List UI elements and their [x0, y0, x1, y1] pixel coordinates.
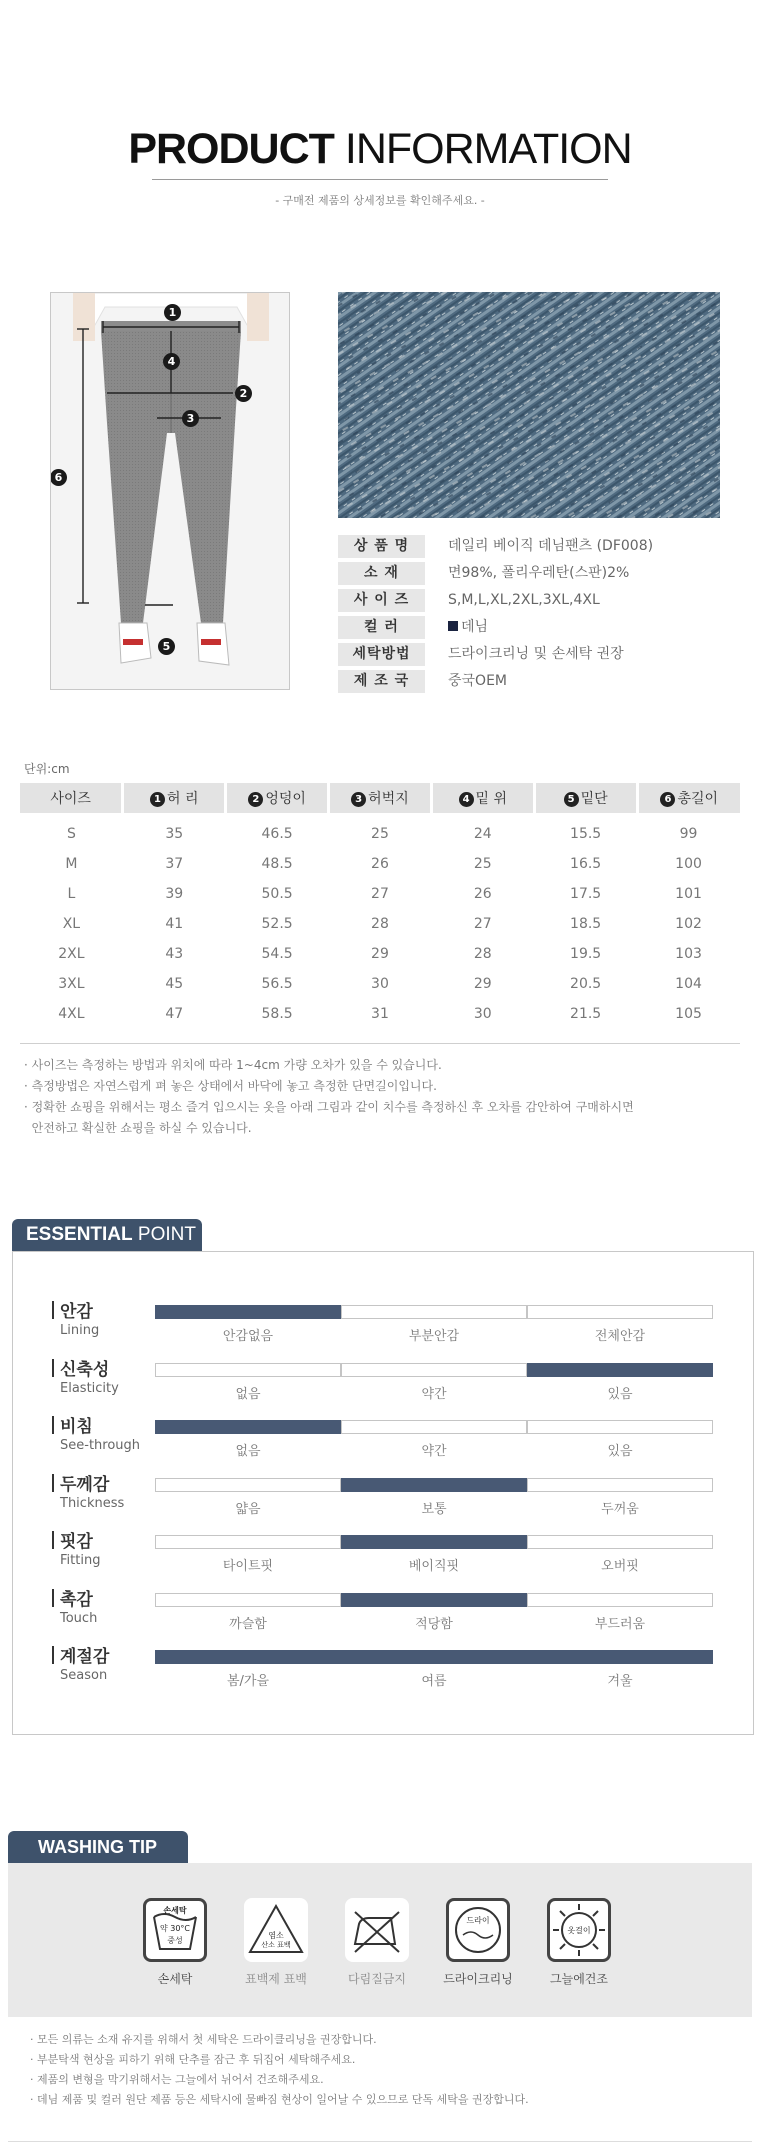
essential-row: [0, 1470, 680, 1528]
header-label: 허 리: [167, 791, 199, 807]
scale-segment: [341, 1593, 527, 1607]
scale-label: 부분안감: [408, 1329, 460, 1344]
scale-label: 봄/가을: [226, 1674, 270, 1689]
hand-wash-icon-temp: 약 30°C: [159, 1924, 191, 1933]
info-value: [448, 616, 488, 639]
wash-label: 손세탁: [157, 1972, 193, 1986]
size-table-cell: 37: [165, 856, 184, 872]
essential-label-en: Season: [60, 1668, 108, 1683]
size-table-cell: 99: [679, 826, 698, 842]
size-note-line: · 정확한 쇼핑을 위해서는 평소 즐겨 입으시는 옷을 아래 그림과 같이 치수를 측정하신 후 오차를 감안하여 구매하시면: [24, 1100, 634, 1114]
essential-row: [0, 1642, 680, 1700]
scale-label: 있음: [607, 1386, 633, 1402]
size-table-cell: 17.5: [570, 886, 602, 902]
wash-label: 드라이크리닝: [443, 1972, 513, 1986]
scale-segment: [341, 1363, 527, 1377]
size-table-cell: 20.5: [570, 976, 602, 992]
essential-label-ko: 핏감: [60, 1532, 93, 1552]
scale-label: 전체안감: [594, 1329, 646, 1344]
washing-note-line: · 데님 제품 및 컬러 원단 제품 등은 세탁시에 물빠짐 현상이 일어날 수 있으므로 단독 세탁을 권장합니다.: [30, 2093, 529, 2106]
wash-item-dry-clean: [438, 1898, 518, 1987]
marker-4: 4: [163, 353, 180, 370]
scale-segment: [341, 1478, 527, 1492]
scale-label: 얇음: [235, 1501, 261, 1517]
size-table-cell: 105: [675, 1006, 702, 1022]
info-label: 사 이 즈: [338, 589, 425, 612]
page-title: [0, 125, 760, 173]
scale-segment: [527, 1593, 713, 1607]
measure-number-badge: 1: [150, 792, 165, 807]
scale-segment: [155, 1535, 341, 1549]
fabric-closeup-image: [338, 292, 720, 518]
size-table-row: [20, 849, 740, 879]
washing-note-line: · 모든 의류는 소재 유지를 위해서 첫 세탁은 드라이클리닝을 권장합니다.: [30, 2033, 377, 2046]
scale-label: 타이트핏: [222, 1559, 274, 1574]
size-table-cell: 25: [473, 856, 492, 872]
info-label: 상 품 명: [338, 535, 425, 558]
title-divider: [152, 179, 608, 180]
row-marker: [52, 1301, 54, 1319]
essential-label-ko: 비침: [60, 1417, 93, 1437]
size-table-cell: 27: [371, 886, 389, 902]
scale-segment: [527, 1535, 713, 1549]
info-row-origin: [338, 667, 720, 694]
scale-segment: [155, 1593, 341, 1607]
wash-label: 표백제 표백: [245, 1972, 307, 1986]
marker-1: 1: [164, 304, 181, 321]
size-table-cell: 26: [473, 886, 492, 902]
essential-row: [0, 1527, 680, 1585]
size-table-cell: 100: [675, 856, 702, 872]
scale-segment: [341, 1535, 527, 1549]
dry-clean-icon: [446, 1898, 510, 1962]
washing-note-line: · 부분탁색 현상을 피하기 위해 단추를 잠근 후 뒤집어 세탁해주세요.: [30, 2053, 356, 2066]
no-tumble-dry-icon: [345, 1898, 409, 1962]
wash-item-shade-dry: [539, 1898, 619, 1987]
scale-label: 부드러움: [594, 1616, 646, 1632]
info-row-size: [338, 586, 720, 613]
scale-label: 보통: [421, 1501, 447, 1517]
size-table-cell: 25: [371, 826, 389, 842]
info-value: 중국OEM: [448, 673, 507, 689]
wash-label: 다림질금지: [348, 1972, 406, 1986]
essential-label-en: Thickness: [60, 1495, 125, 1511]
product-info-table: [338, 532, 720, 694]
info-row-name: [338, 532, 720, 559]
info-value: 면98%, 폴리우레탄(스판)2%: [448, 565, 630, 581]
size-table-cell: 52.5: [261, 916, 293, 932]
bleach-icon-text: 염소: [268, 1931, 284, 1940]
size-table-cell: 27: [473, 916, 492, 932]
scale-label: 적당함: [415, 1616, 453, 1632]
info-label: 세탁방법: [338, 643, 425, 666]
scale-segment: [155, 1650, 341, 1664]
scale-label: 안감없음: [222, 1329, 274, 1344]
washing-tip-tab: WASHING TIP: [8, 1831, 188, 1863]
size-table-header-cell: [20, 783, 123, 813]
essential-label-en: Elasticity: [60, 1380, 119, 1396]
info-row-material: [338, 559, 720, 586]
size-table-cell: 30: [473, 1006, 492, 1022]
marker-5: 5: [158, 638, 175, 655]
scale-label: 까슬함: [229, 1616, 267, 1632]
info-value: 데일리 베이직 데님팬츠 (DF008): [448, 538, 654, 554]
size-notes: [24, 1055, 724, 1139]
header-label: 밑단: [580, 791, 608, 807]
size-table-cell: 15.5: [570, 826, 602, 842]
scale-segment: [527, 1363, 713, 1377]
scale-label: 두꺼움: [601, 1501, 639, 1517]
size-note-line: · 사이즈는 측정하는 방법과 위치에 따라 1~4cm 가량 오차가 있을 수 있습니다.: [24, 1058, 442, 1072]
size-table-cell: M: [65, 856, 78, 872]
essential-tab-light: POINT: [132, 1224, 196, 1245]
essential-label-ko: 두께감: [60, 1474, 110, 1495]
essential-row: [0, 1297, 680, 1355]
essential-row: [0, 1412, 680, 1470]
hand-wash-icon: [143, 1898, 207, 1962]
scale-label: 오버핏: [601, 1559, 639, 1574]
marker-2: 2: [235, 385, 252, 402]
size-table-bottom-line: [20, 1043, 740, 1044]
size-table-header-cell: [123, 783, 226, 813]
essential-label-ko: 계절감: [60, 1647, 110, 1667]
header-label: 사이즈: [50, 791, 91, 807]
size-table-cell: 18.5: [570, 916, 602, 932]
scale-segment: [341, 1650, 527, 1664]
essential-label-en: See-through: [60, 1438, 141, 1453]
size-table-cell: S: [66, 826, 76, 842]
shade-dry-icon-text: 옷걸이: [567, 1926, 591, 1935]
scale-label: 있음: [607, 1444, 633, 1459]
row-marker: [52, 1531, 54, 1549]
scale-segment: [155, 1363, 341, 1377]
size-table-cell: 24: [473, 826, 492, 842]
size-table-cell: 104: [675, 976, 702, 992]
size-table-header-cell: [534, 783, 637, 813]
scale-segment: [341, 1420, 527, 1434]
scale-segment: [527, 1420, 713, 1434]
info-label: 소 재: [338, 562, 425, 585]
size-table-cell: 103: [675, 946, 702, 962]
size-unit-label: 단위:cm: [24, 762, 70, 776]
bleach-icon: [244, 1898, 308, 1962]
row-marker: [52, 1359, 54, 1377]
size-table-cell: 45: [165, 976, 184, 992]
scale-label: 베이직핏: [408, 1559, 460, 1574]
scale-label: 없음: [235, 1444, 261, 1459]
color-name: 데님: [461, 619, 489, 635]
info-value: S,M,L,XL,2XL,3XL,4XL: [448, 592, 600, 608]
row-marker: [52, 1646, 54, 1664]
scale-segment: [527, 1305, 713, 1319]
size-table-cell: 28: [473, 946, 492, 962]
essential-label-en: Touch: [60, 1610, 98, 1626]
row-marker: [52, 1589, 54, 1607]
size-table-header-cell: [431, 783, 534, 813]
size-table-cell: 2XL: [58, 946, 85, 962]
size-table-cell: 21.5: [570, 1006, 602, 1022]
size-table-cell: 35: [165, 826, 184, 842]
washing-box-bottom-line: [8, 2141, 752, 2142]
essential-row: [0, 1585, 680, 1643]
model-measure-image: [50, 292, 290, 690]
size-table-cell: 46.5: [261, 826, 293, 842]
size-table-cell: 4XL: [58, 1006, 85, 1022]
row-marker: [52, 1416, 54, 1434]
header-label: 총길이: [677, 791, 719, 807]
info-value: 드라이크리닝 및 손세탁 권장: [448, 646, 624, 662]
measure-number-badge: 5: [564, 792, 579, 807]
color-swatch: [448, 621, 458, 631]
size-table-cell: 43: [165, 946, 184, 962]
essential-label-ko: 안감: [60, 1302, 93, 1322]
scale-label: 겨울: [607, 1674, 633, 1689]
size-table-header-cell: [637, 783, 740, 813]
info-label: 제 조 국: [338, 670, 425, 693]
scale-segment: [155, 1305, 341, 1319]
size-table-row: [20, 909, 740, 939]
size-note-line: · 측정방법은 자연스럽게 펴 놓은 상태에서 바닥에 놓고 측정한 단면길이입니다.: [24, 1079, 437, 1093]
title-light: INFORMATION: [344, 125, 632, 173]
shade-dry-icon: [547, 1898, 611, 1962]
wash-item-hand-wash: [135, 1898, 215, 1987]
page-subtitle: - 구매전 제품의 상세정보를 확인해주세요. -: [275, 194, 485, 207]
header-label: 허벅지: [368, 791, 409, 807]
size-table-cell: 54.5: [261, 946, 293, 962]
info-row-care: [338, 640, 720, 667]
size-table-cell: 26: [371, 856, 389, 872]
size-table-cell: 47: [165, 1006, 184, 1022]
size-table-cell: 41: [165, 916, 184, 932]
size-table-cell: 31: [371, 1006, 389, 1022]
wash-item-no-iron: [337, 1898, 417, 1987]
size-table-cell: 101: [675, 886, 702, 902]
size-note-line: 안전하고 확실한 쇼핑을 하실 수 있습니다.: [24, 1121, 252, 1135]
size-table-cell: 56.5: [261, 976, 293, 992]
essential-tab-bold: ESSENTIAL: [26, 1224, 133, 1245]
scale-label: 약간: [421, 1444, 447, 1459]
hand-wash-icon-text: 손세탁: [163, 1906, 187, 1915]
essential-point-tab: [12, 1219, 202, 1251]
essential-label-ko: 촉감: [60, 1589, 93, 1610]
marker-3: 3: [182, 410, 199, 427]
size-table-cell: 29: [371, 946, 389, 962]
scale-label: 여름: [421, 1674, 447, 1689]
essential-label-ko: 신축성: [60, 1359, 110, 1380]
size-table-cell: 102: [675, 916, 702, 932]
marker-6: 6: [50, 469, 67, 486]
scale-segment: [527, 1478, 713, 1492]
measure-number-badge: 6: [660, 792, 675, 807]
scale-segment: [155, 1478, 341, 1492]
scale-label: 없음: [235, 1386, 261, 1402]
size-table-row: [20, 813, 740, 849]
washing-note-line: · 제품의 변형을 막기위해서는 그늘에서 뉘어서 건조해주세요.: [30, 2073, 324, 2086]
size-table-cell: 50.5: [261, 886, 293, 902]
info-label: 컬 러: [338, 616, 425, 639]
hand-wash-icon-detergent: 중성: [167, 1936, 183, 1945]
size-table-cell: 19.5: [570, 946, 602, 962]
size-table-body: [20, 813, 740, 1029]
size-table-row: [20, 999, 740, 1029]
size-table-cell: 3XL: [58, 976, 85, 992]
measure-number-badge: 2: [248, 792, 263, 807]
size-table-header: [20, 783, 740, 813]
wash-item-bleach: [236, 1898, 316, 1987]
measure-number-badge: 3: [351, 792, 366, 807]
size-table-cell: 48.5: [261, 856, 293, 872]
essential-label-en: Fitting: [60, 1553, 101, 1568]
row-marker: [52, 1474, 54, 1492]
measure-number-badge: 4: [459, 792, 474, 807]
scale-segment: [527, 1650, 713, 1664]
size-table-cell: XL: [62, 916, 81, 932]
size-table-cell: 28: [371, 916, 389, 932]
size-table-row: [20, 879, 740, 909]
scale-segment: [155, 1420, 341, 1434]
size-table-cell: 16.5: [570, 856, 602, 872]
size-table-header-cell: [226, 783, 329, 813]
essential-label-en: Lining: [60, 1323, 100, 1338]
size-table-cell: 29: [473, 976, 492, 992]
wash-label: 그늘에건조: [550, 1972, 608, 1986]
size-table-row: [20, 969, 740, 999]
scale-segment: [341, 1305, 527, 1319]
dry-clean-icon-text: 드라이: [466, 1916, 490, 1925]
bleach-icon-text2: 산소 표백: [261, 1941, 291, 1949]
size-table-cell: 30: [371, 976, 389, 992]
size-table-row: [20, 939, 740, 969]
essential-row: [0, 1355, 680, 1413]
size-table-cell: L: [67, 886, 76, 902]
washing-notes: [30, 2030, 730, 2110]
scale-label: 약간: [421, 1386, 447, 1402]
size-table-header-cell: [329, 783, 432, 813]
title-bold: PRODUCT: [128, 125, 334, 173]
header-label: 엉덩이: [265, 791, 306, 807]
size-table: [20, 783, 740, 1029]
size-table-cell: 39: [165, 886, 184, 902]
size-table-cell: 58.5: [261, 1006, 293, 1022]
info-row-color: [338, 613, 720, 640]
header-label: 밑 위: [475, 791, 508, 807]
